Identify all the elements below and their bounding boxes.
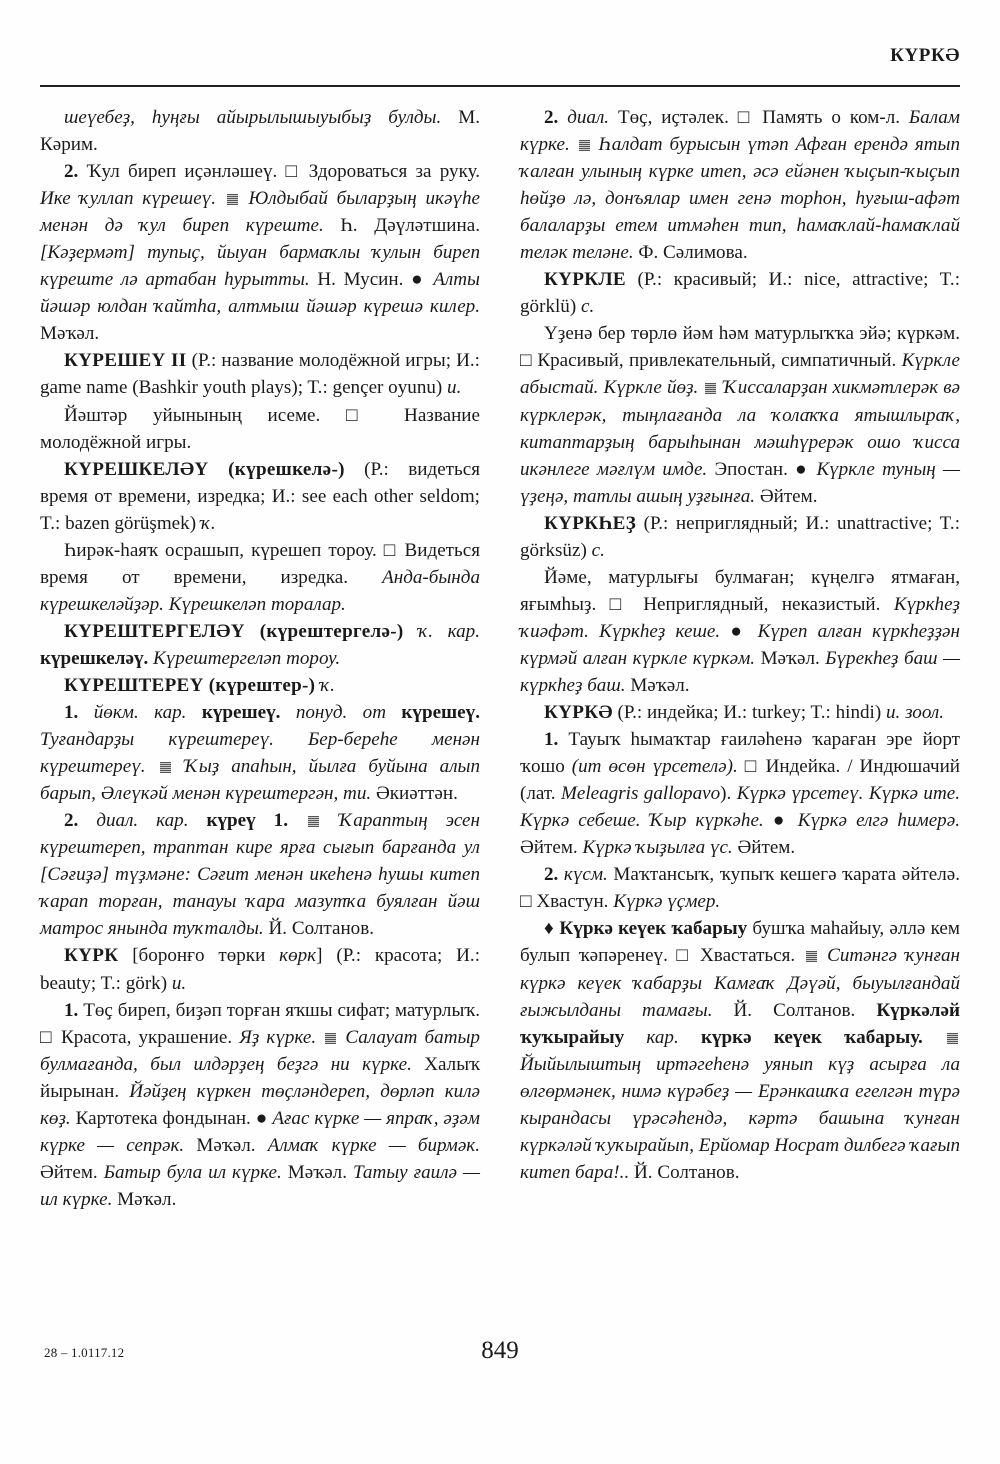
bold-label: 1. <box>64 999 79 1021</box>
example-italic: шеүебеҙ, һуңғы айырылышыуыбыҙ булды. <box>64 107 442 128</box>
body-text: Индейка. / Индюшачий (лат. <box>520 756 961 805</box>
body-text: Әкиәттән. <box>371 783 458 805</box>
entry-block <box>40 158 480 347</box>
body-text: бушҡа маһайыу, әллә кем булып ҡәпәренеү. <box>520 918 960 967</box>
bold-label: 1. <box>64 702 79 724</box>
body-text: Мәҡәл. <box>184 1134 268 1156</box>
bullet-icon: ● <box>255 1107 268 1129</box>
body-text <box>698 377 703 398</box>
example-italic: Йәйҙең күркен төҫләндереп, дөрләп килә көҙ. <box>40 1080 481 1129</box>
example-italic: Бүрекһеҙ баш — күркһеҙ баш. <box>520 647 960 696</box>
body-text: Мәҡәл. <box>40 323 100 345</box>
example-italic: Ике ҡуллап күрешеү. <box>40 188 216 210</box>
example-italic: с. <box>580 296 595 318</box>
example-italic: Яҙ күрке. <box>239 1026 317 1048</box>
example-italic: Күркһеҙ ҡиәфәт. Күркһеҙ кеше. <box>520 593 960 642</box>
open-square-icon: □ <box>609 593 630 615</box>
body-text: Төҫ биреп, биҙәп торған яҡшы сифат; матурлыҡ. <box>78 999 480 1021</box>
body-text <box>316 1027 323 1048</box>
shaded-square-icon <box>705 383 716 394</box>
shaded-square-icon <box>806 951 817 962</box>
open-square-icon: □ <box>737 107 754 128</box>
body-text: Халыҡ йырынан. <box>40 1053 480 1102</box>
body-text: [боронғо төрки <box>118 945 280 967</box>
open-square-icon: □ <box>40 1026 54 1048</box>
entry-block <box>520 726 960 861</box>
example-italic: күсм. <box>558 864 608 886</box>
headword: КҮРЕШТЕРЕҮ (күрештер-) <box>64 674 316 696</box>
body-text: М. Кәрим. <box>40 107 480 156</box>
example-italic: Ҡиссаларҙан хикмәтлерәк вә күрклерәк, тыңлағанда ла ҡолаҡҡа ятышлыраҡ, китаптарҙың барыһынан мәшһүрерәк ошо ҡисса икәнлеге мәғлүм имде. <box>520 377 961 480</box>
example-italic: Ҡыҙ апаһын, йылға буйына алып барып, Әлеүкәй менән күрештергән, ти. <box>40 756 480 805</box>
example-italic: Анда-бында күрешкеләйҙәр. Күрешкеләп торалар. <box>40 566 480 615</box>
example-italic: Күрештергеләп тороу. <box>148 647 341 669</box>
body-text: Эпостан. <box>707 458 796 480</box>
body-text <box>288 810 306 831</box>
example-italic: кар. <box>624 1026 679 1048</box>
body-text: Әйтем. <box>732 837 796 859</box>
body-text: Мәҡәл. <box>625 674 690 696</box>
body-text: (Р.: название молодёжной игры; И.: game name (Bashkir youth plays); T.: gençer oyunu) <box>40 350 480 399</box>
body-text: Тауыҡ һымаҡтар ғаиләһенә ҡараған эре йорт ҡошо <box>520 729 960 778</box>
body-text: Й. Солтанов. <box>629 1161 740 1183</box>
body-text <box>923 1027 945 1048</box>
example-italic: и. <box>171 972 187 994</box>
shaded-square-icon <box>947 1033 958 1044</box>
shaded-square-icon <box>579 140 590 151</box>
body-text: Маҡтансыҡ, ҡупыҡ кешегә ҡарата әйтелә. <box>607 864 961 886</box>
body-text: (Р.: красивый; И.: nice, attractive; T.: görklü) <box>520 269 960 318</box>
bullet-icon: ● <box>772 810 789 832</box>
bold-label: Күркәләй ҡуҡырайыу <box>520 999 960 1048</box>
example-italic: Ҡараптың эсен күрештереп, траптан кире ярға сығып барғанда ул [Сәғиҙә] түҙмәне: Сәғит менән икеһенә һушы китеп ҡарап торған, танауы ҡара мазутҡа буялған йәш матрос янында туҡталды. <box>40 810 480 940</box>
entry-block <box>520 104 960 266</box>
open-square-icon: □ <box>345 404 379 426</box>
body-text: Хвастун. <box>531 891 614 913</box>
body-text: Үҙенә бер төрлө йәм һәм матурлыҡҡа эйә; күркәм. <box>544 323 960 345</box>
example-italic: Күркә ҡыҙылға үс. <box>582 837 733 859</box>
example-italic: Ситәнгә ҡунған күркә кеүек ҡабарҙы Камғаҡ Дәүәй, быуылғандай ғыжылданы тамағы. <box>520 945 960 1021</box>
body-text: Мәҡәл. <box>281 1161 353 1183</box>
bold-label: 2. <box>64 810 79 832</box>
example-italic: Һалдат бурысын үтәп Афған ерендә ятып ҡалған улының күрке итеп, әсә ейәнен ҡыҫып-ҡыҫып һөйҙө лә, донъялар имен генә торһон, һуғыш-афәт балаларҙы етем итмәһен тип, һамаҡлай-һамаҡлай теләк теләне. <box>520 134 960 264</box>
example-italic: Батыр була ил күрке. <box>103 1161 282 1183</box>
example-italic: с. <box>591 539 605 561</box>
shaded-square-icon <box>308 816 319 827</box>
body-text: Название молодёжной игры. <box>40 404 480 453</box>
example-italic: Алты йәшәр юлдан ҡайтһа, алтмыш йәшәр күрешә килер. <box>40 269 480 318</box>
example-italic: ҡ. кар. <box>403 620 480 642</box>
body-text <box>764 810 773 831</box>
body-text: Әйтем. <box>520 837 583 859</box>
body-text: ). <box>720 783 737 805</box>
body-text <box>570 134 577 155</box>
example-italic: Күркле туның — үҙеңә, татлы ашың уҙғынға. <box>520 458 960 507</box>
open-square-icon: □ <box>520 891 532 913</box>
entry-block <box>520 915 960 1185</box>
example-italic: понуд. от <box>280 702 386 724</box>
body-text: Картотека фондынан. <box>70 1107 256 1129</box>
open-square-icon: □ <box>383 539 398 561</box>
entry-block <box>40 347 480 401</box>
bold-label: күрешеү. <box>186 702 281 724</box>
open-square-icon: □ <box>285 161 301 183</box>
bold-label: 1. <box>544 729 559 751</box>
example-italic: Йыйылыштың иртәгеһенә уянып күҙ асырға ла өлгөрмәнек, нимә күрәбеҙ — Ерәнкашҡа егелгән түрә кырандасы үрәсәһендә, кәртә башына ҡунған күркәләй ҡуҡырайып, Ерйомар Носрат дилбегә ҡағып китеп бара!.. <box>520 1053 960 1183</box>
open-square-icon: □ <box>520 350 533 372</box>
bold-label: күркә кеүек ҡабарыу. <box>678 1026 923 1048</box>
example-italic: Күркә үрсетеү. Күркә ите. Күркә себеше. Ҡыр күркәһе. <box>520 783 961 832</box>
shaded-square-icon <box>160 762 171 773</box>
example-italic: и. зоол. <box>885 702 944 724</box>
entry-block <box>40 699 480 807</box>
example-italic: Meleagris gallopavo <box>560 783 721 805</box>
entry-block <box>520 699 960 726</box>
body-text <box>216 188 225 209</box>
body-text: Красота, украшение. <box>53 1026 240 1048</box>
body-text: ] (Р.: красота; И.: beauty; T.: görk) <box>40 945 480 994</box>
body-text: Мәҡәл. <box>755 647 826 669</box>
body-text: Неприглядный, неказистый. <box>629 593 894 615</box>
body-text: Ф. Сәлимова. <box>633 242 748 264</box>
headword: КҮРКӘ <box>544 702 613 724</box>
open-square-icon: □ <box>676 945 692 967</box>
body-text: Видеться время от времени, изредка. <box>40 539 480 588</box>
example-italic: Туғандарҙы күрештереү. Бер-береһе менән күрештереү. <box>40 729 480 778</box>
body-text <box>738 756 745 777</box>
example-italic: [Кәҙермәт] тупыҫ, йыуан бармаҡлы ҡулын биреп күреште лә артабан һурытты. <box>40 242 480 291</box>
body-text: Йәштәр уйынының исеме. <box>64 404 346 426</box>
example-italic: Юлдыбай быларҙың икәүһе менән дә ҡул биреп күреште. <box>40 188 480 237</box>
entry-block <box>40 456 480 537</box>
body-text: Хвастаться. <box>691 945 804 967</box>
bullet-icon: ● <box>795 458 810 480</box>
bold-label: күрешеү. <box>386 702 480 724</box>
headword: КҮРЕШКЕЛӘҮ (күрешкелә-) <box>64 458 345 480</box>
body-text: Н. Мусин. <box>309 269 412 291</box>
body-text: Здороваться за руку. <box>300 161 481 183</box>
signature-mark: 28 – 1.0117.12 <box>44 1345 125 1360</box>
bold-label: күреү 1. <box>188 810 288 832</box>
headword: КҮРКҺЕҘ <box>544 512 637 534</box>
entry-block <box>40 942 480 996</box>
body-text: Төҫ, иҫтәлек. <box>609 107 738 128</box>
example-italic: Ағас күрке — япраҡ, әҙәм күрке — сепрәк. <box>40 1107 480 1156</box>
example-italic: Салауат батыр булмағанда, был илдәрҙең беҙгә ни күрке. <box>40 1026 480 1075</box>
shaded-square-icon <box>325 1033 336 1044</box>
body-text: (Р.: неприглядный; И.: unattractive; T.: görksüz) <box>520 512 960 561</box>
example-italic: Күреп алған күркһеҙҙән күрмәй алған күркле күркәм. <box>520 620 960 669</box>
body-text <box>146 756 158 777</box>
entry-block <box>40 807 480 942</box>
example-italic: Күркле абыстай. Күркле йөҙ. <box>520 350 960 399</box>
entry-block <box>520 510 960 564</box>
body-text: Һ. Дәүләтшина. <box>323 215 480 237</box>
bold-label: 2. <box>544 107 559 128</box>
entry-block <box>520 266 960 320</box>
page-number: 849 <box>481 1337 519 1364</box>
entry-block <box>520 564 960 699</box>
diamond-icon: ♦ <box>544 918 555 940</box>
body-text: Әйтем. <box>755 485 818 507</box>
body-text: (Р.: индейка; И.: turkey; T.: hindi) <box>612 702 886 724</box>
headword: КҮРЕШЕҮ II <box>64 350 187 372</box>
bold-label: Күркә кеүек ҡабарыу <box>554 918 748 940</box>
body-text: Әйтем. <box>40 1161 104 1183</box>
headword: КҮРЕШТЕРГЕЛӘҮ (күрештергелә-) <box>64 620 404 642</box>
example-italic: Татыу ғаилә — ил күрке. <box>40 1161 480 1210</box>
right-column <box>520 104 960 1309</box>
entry-block <box>520 320 960 509</box>
example-italic: диал. кар. <box>78 810 189 832</box>
bullet-icon: ● <box>730 620 748 642</box>
body-text: Ҡул биреп иҫәнләшеү. <box>78 161 286 183</box>
body-text: Һирәк-һаяҡ осрашып, күрешеп тороу. <box>64 539 384 561</box>
body-text: Мәҡәл. <box>112 1188 177 1210</box>
bold-label: 2. <box>544 864 559 886</box>
headword: КҮРК <box>64 945 119 967</box>
example-italic: көрк <box>279 945 317 967</box>
running-head: КҮРКӘ <box>890 45 960 66</box>
bullet-icon: ● <box>411 269 426 291</box>
example-italic: диал. <box>558 107 610 128</box>
example-italic: и. <box>447 377 462 399</box>
body-text <box>720 621 730 642</box>
bold-label: күрешкеләү. <box>40 647 149 669</box>
text-columns <box>40 104 960 1309</box>
body-text: Й. Солтанов. <box>263 918 374 940</box>
entry-block <box>520 861 960 915</box>
header-rule <box>40 85 960 87</box>
entry-block <box>40 537 480 618</box>
example-italic: Күркә үҫмер. <box>613 891 721 913</box>
headword: КҮРКЛЕ <box>544 269 626 291</box>
body-text: (Р.: видеться время от времени, изредка; И.: see each other seldom; T.: bazen görüşmek) <box>40 458 480 534</box>
example-italic: (ит өсөн үрсетелә). <box>571 756 738 778</box>
body-text: Й. Солтанов. <box>712 999 877 1021</box>
example-italic: Күркә елгә һимерә. <box>788 810 960 832</box>
entry-block <box>40 618 480 672</box>
example-italic: ҡ. <box>200 512 216 534</box>
example-italic: Балам күрке. <box>520 107 960 156</box>
shaded-square-icon <box>227 194 238 205</box>
entry-block <box>40 402 480 456</box>
entry-block <box>40 997 480 1213</box>
example-italic: Алмаҡ күрке — бирмәк. <box>267 1134 480 1156</box>
example-italic: йөкм. кар. <box>78 702 187 724</box>
body-text: Память о ком-л. <box>753 107 909 128</box>
entry-block <box>40 672 480 699</box>
open-square-icon: □ <box>744 756 759 778</box>
body-text: Йәме, матурлығы булмаған; күңелгә ятмаған, яғымһыҙ. <box>520 566 960 615</box>
bold-label: 2. <box>64 161 79 183</box>
left-column <box>40 104 480 1309</box>
entry-block <box>40 104 480 158</box>
example-italic: ҡ. <box>315 674 335 696</box>
body-text: Красивый, привлекательный, симпатичный. <box>532 350 902 372</box>
